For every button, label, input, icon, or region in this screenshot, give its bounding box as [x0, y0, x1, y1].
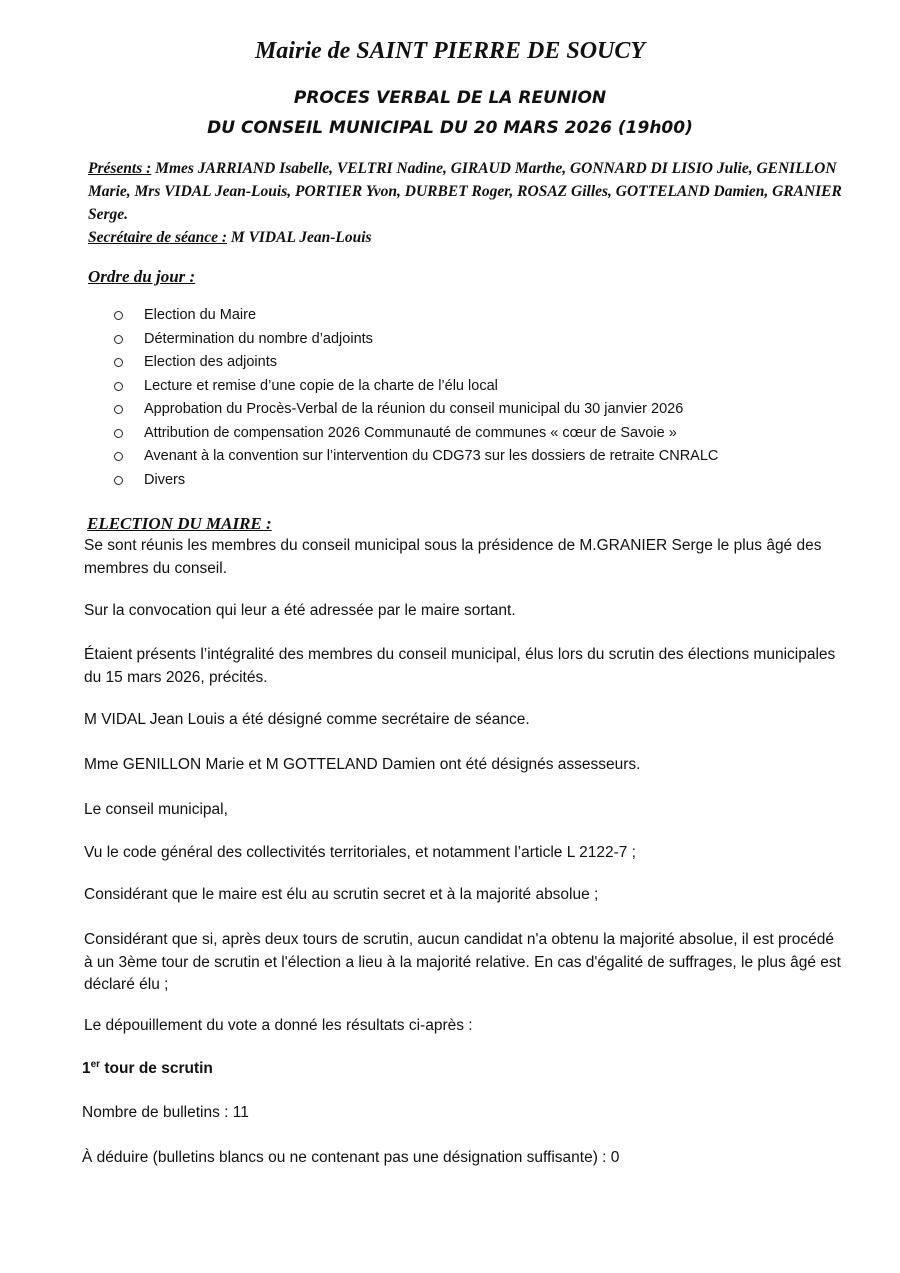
agenda-title: Ordre du jour :: [88, 267, 196, 286]
presents-label: Présents :: [88, 160, 152, 177]
bullet-circle-icon: [114, 405, 123, 414]
agenda-item: [110, 422, 718, 446]
election-paragraph-5: Mme GENILLON Marie et M GOTTELAND Damien ont été désignés assesseurs.: [84, 756, 641, 773]
agenda-item-text: Election des adjoints: [144, 354, 277, 370]
agenda-item-text: Lecture et remise d’une copie de la charte de l’élu local: [144, 377, 498, 394]
bullet-circle-icon: [114, 335, 123, 344]
tour-suffix: er: [90, 1058, 101, 1070]
presents-list: Mmes JARRIAND Isabelle, VELTRI Nadine, GIRAUD Marthe, GONNARD DI LISIO Julie, GENILLON Marie, Mrs VIDAL Jean-Louis, PORTIER Yvon, DURBET Roger, ROSAZ Gilles, GOTTELAND Damien, GRANIER Serge.: [88, 160, 842, 223]
tour-number: 1: [82, 1060, 91, 1077]
agenda-item-text: Divers: [144, 471, 186, 488]
tour-label: tour de scrutin: [100, 1060, 213, 1077]
tour-heading: [82, 1058, 842, 1081]
election-paragraph-6: Le conseil municipal,: [84, 801, 228, 818]
election-paragraph-7: Vu le code général des collectivités territoriales, et notamment l’article L 2122-7 ;: [84, 844, 636, 861]
election-paragraph-2: Sur la convocation qui leur a été adressée par le maire sortant.: [84, 602, 516, 619]
agenda-item: [110, 469, 718, 493]
election-section-title: ELECTION DU MAIRE :: [87, 514, 272, 533]
agenda-item-text: Détermination du nombre d’adjoints: [144, 330, 373, 347]
agenda-item: [110, 328, 718, 352]
agenda-item: [110, 351, 718, 375]
bulletins-deduire: À déduire (bulletins blancs ou ne contenant pas une désignation suffisante) : 0: [82, 1149, 620, 1166]
bullet-circle-icon: [114, 429, 123, 438]
presents-block: [88, 157, 848, 226]
election-paragraph-1: Se sont réunis les membres du conseil municipal sous la présidence de M.GRANIER Serge le plus âgé des membres du conseil.: [84, 537, 822, 577]
document-title: Mairie de SAINT PIERRE DE SOUCY: [254, 38, 646, 64]
agenda-item: [110, 398, 718, 422]
document-subtitle-line2: DU CONSEIL MUNICIPAL DU 20 MARS 2026 (19h00): [207, 118, 693, 138]
agenda-item-text: Avenant à la convention sur l’intervention du CDG73 sur les dossiers de retraite CNRALC: [144, 448, 719, 464]
secretaire-label: Secrétaire de séance :: [88, 229, 228, 246]
agenda-item: [110, 375, 718, 399]
agenda-item-text: Election du Maire: [144, 307, 257, 323]
election-paragraph-3: Étaient présents l’intégralité des membres du conseil municipal, élus lors du scrutin des élections municipales du 15 mars 2026, précités.: [84, 646, 836, 686]
agenda-list: [110, 304, 718, 492]
bullet-circle-icon: [114, 358, 123, 367]
agenda-item: [110, 445, 718, 469]
agenda-item-text: Approbation du Procès-Verbal de la réunion du conseil municipal du 30 janvier 2026: [144, 401, 684, 417]
election-paragraph-4: M VIDAL Jean Louis a été désigné comme secrétaire de séance.: [84, 711, 530, 728]
election-paragraph-10: Le dépouillement du vote a donné les résultats ci-après :: [84, 1017, 473, 1034]
agenda-item: [110, 304, 718, 328]
bullet-circle-icon: [114, 311, 123, 320]
bullet-circle-icon: [114, 476, 123, 485]
bullet-circle-icon: [114, 382, 123, 391]
election-paragraph-9: Considérant que si, après deux tours de scrutin, aucun candidat n'a obtenu la majorité absolue, il est procédé à un 3ème tour de scrutin et l'élection a lieu à la majorité relative. En cas d'égalité de suffrages, le plus âgé est déclaré élu ;: [84, 931, 841, 993]
secretaire-name: M VIDAL Jean-Louis: [227, 229, 372, 246]
agenda-item-text: Attribution de compensation 2026 Communauté de communes « cœur de Savoie »: [144, 424, 677, 441]
bulletins-count: Nombre de bulletins : 11: [82, 1104, 249, 1121]
secretaire-block: [88, 226, 372, 249]
document-subtitle-line1: PROCES VERBAL DE LA REUNION: [293, 88, 607, 108]
bullet-circle-icon: [114, 452, 123, 461]
election-paragraph-8: Considérant que le maire est élu au scrutin secret et à la majorité absolue ;: [84, 886, 599, 903]
